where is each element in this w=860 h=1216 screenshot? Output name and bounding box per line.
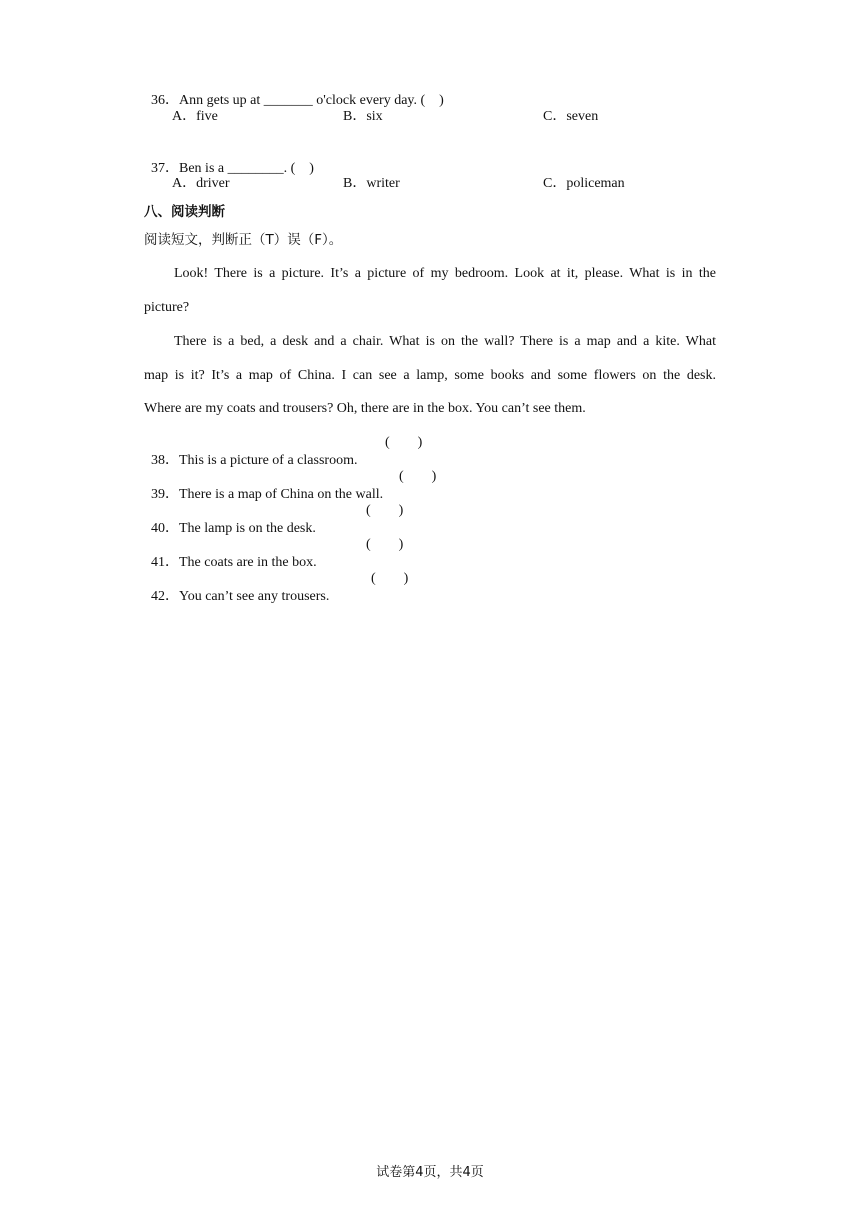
page-footer: 试卷第4页，共4页 — [376, 1165, 484, 1180]
passage-line: Where are my coats and trousers? Oh, there are in the box. You can’t see them. — [144, 401, 586, 416]
question-number: 42． — [151, 589, 179, 604]
question-36 — [144, 74, 444, 110]
passage-line: Look! There is a picture. It’s a picture of my bedroom. Look at it, please. What is in the — [174, 266, 716, 281]
judgement-42 — [144, 570, 329, 606]
question-number: 41． — [151, 555, 179, 570]
question-37 — [144, 142, 314, 178]
question-number: 39． — [151, 487, 179, 502]
judgement-41 — [144, 536, 317, 572]
question-number: 37． — [151, 161, 179, 176]
question-text: Ann gets up at _______ o'clock every day. ( ) — [179, 93, 444, 108]
question-text: This is a picture of a classroom. — [179, 453, 358, 468]
judgement-39 — [144, 468, 383, 504]
question-text: There is a map of China on the wall. — [179, 487, 384, 502]
passage-line: map is it? It’s a map of China. I can see a lamp, some books and some flowers on the desk. — [144, 368, 716, 383]
option-b: B．six — [343, 109, 383, 124]
judgement-40 — [144, 502, 316, 538]
question-number: 40． — [151, 521, 179, 536]
answer-bracket: ( ) — [385, 435, 423, 450]
judgement-38 — [144, 434, 357, 470]
section-instruction: 阅读短文，判断正（T）误（F）。 — [144, 232, 343, 248]
question-text: The coats are in the box. — [179, 555, 317, 570]
section-heading: 八、阅读判断 — [144, 204, 225, 220]
answer-bracket: ( ) — [366, 537, 404, 552]
option-b: B．writer — [343, 176, 400, 191]
question-text: Ben is a ________. ( ) — [179, 161, 314, 176]
option-a: A．driver — [172, 176, 230, 191]
answer-bracket: ( ) — [399, 469, 437, 484]
question-number: 38． — [151, 453, 179, 468]
question-text: The lamp is on the desk. — [179, 521, 316, 536]
question-number: 36． — [151, 93, 179, 108]
option-a: A．five — [172, 109, 218, 124]
passage-line: picture? — [144, 300, 190, 315]
option-c: C．policeman — [543, 176, 625, 191]
option-c: C．seven — [543, 109, 599, 124]
question-text: You can’t see any trousers. — [179, 589, 330, 604]
answer-bracket: ( ) — [366, 503, 404, 518]
answer-bracket: ( ) — [371, 571, 409, 586]
passage-line: There is a bed, a desk and a chair. What is on the wall? There is a map and a kite. What — [174, 334, 716, 349]
